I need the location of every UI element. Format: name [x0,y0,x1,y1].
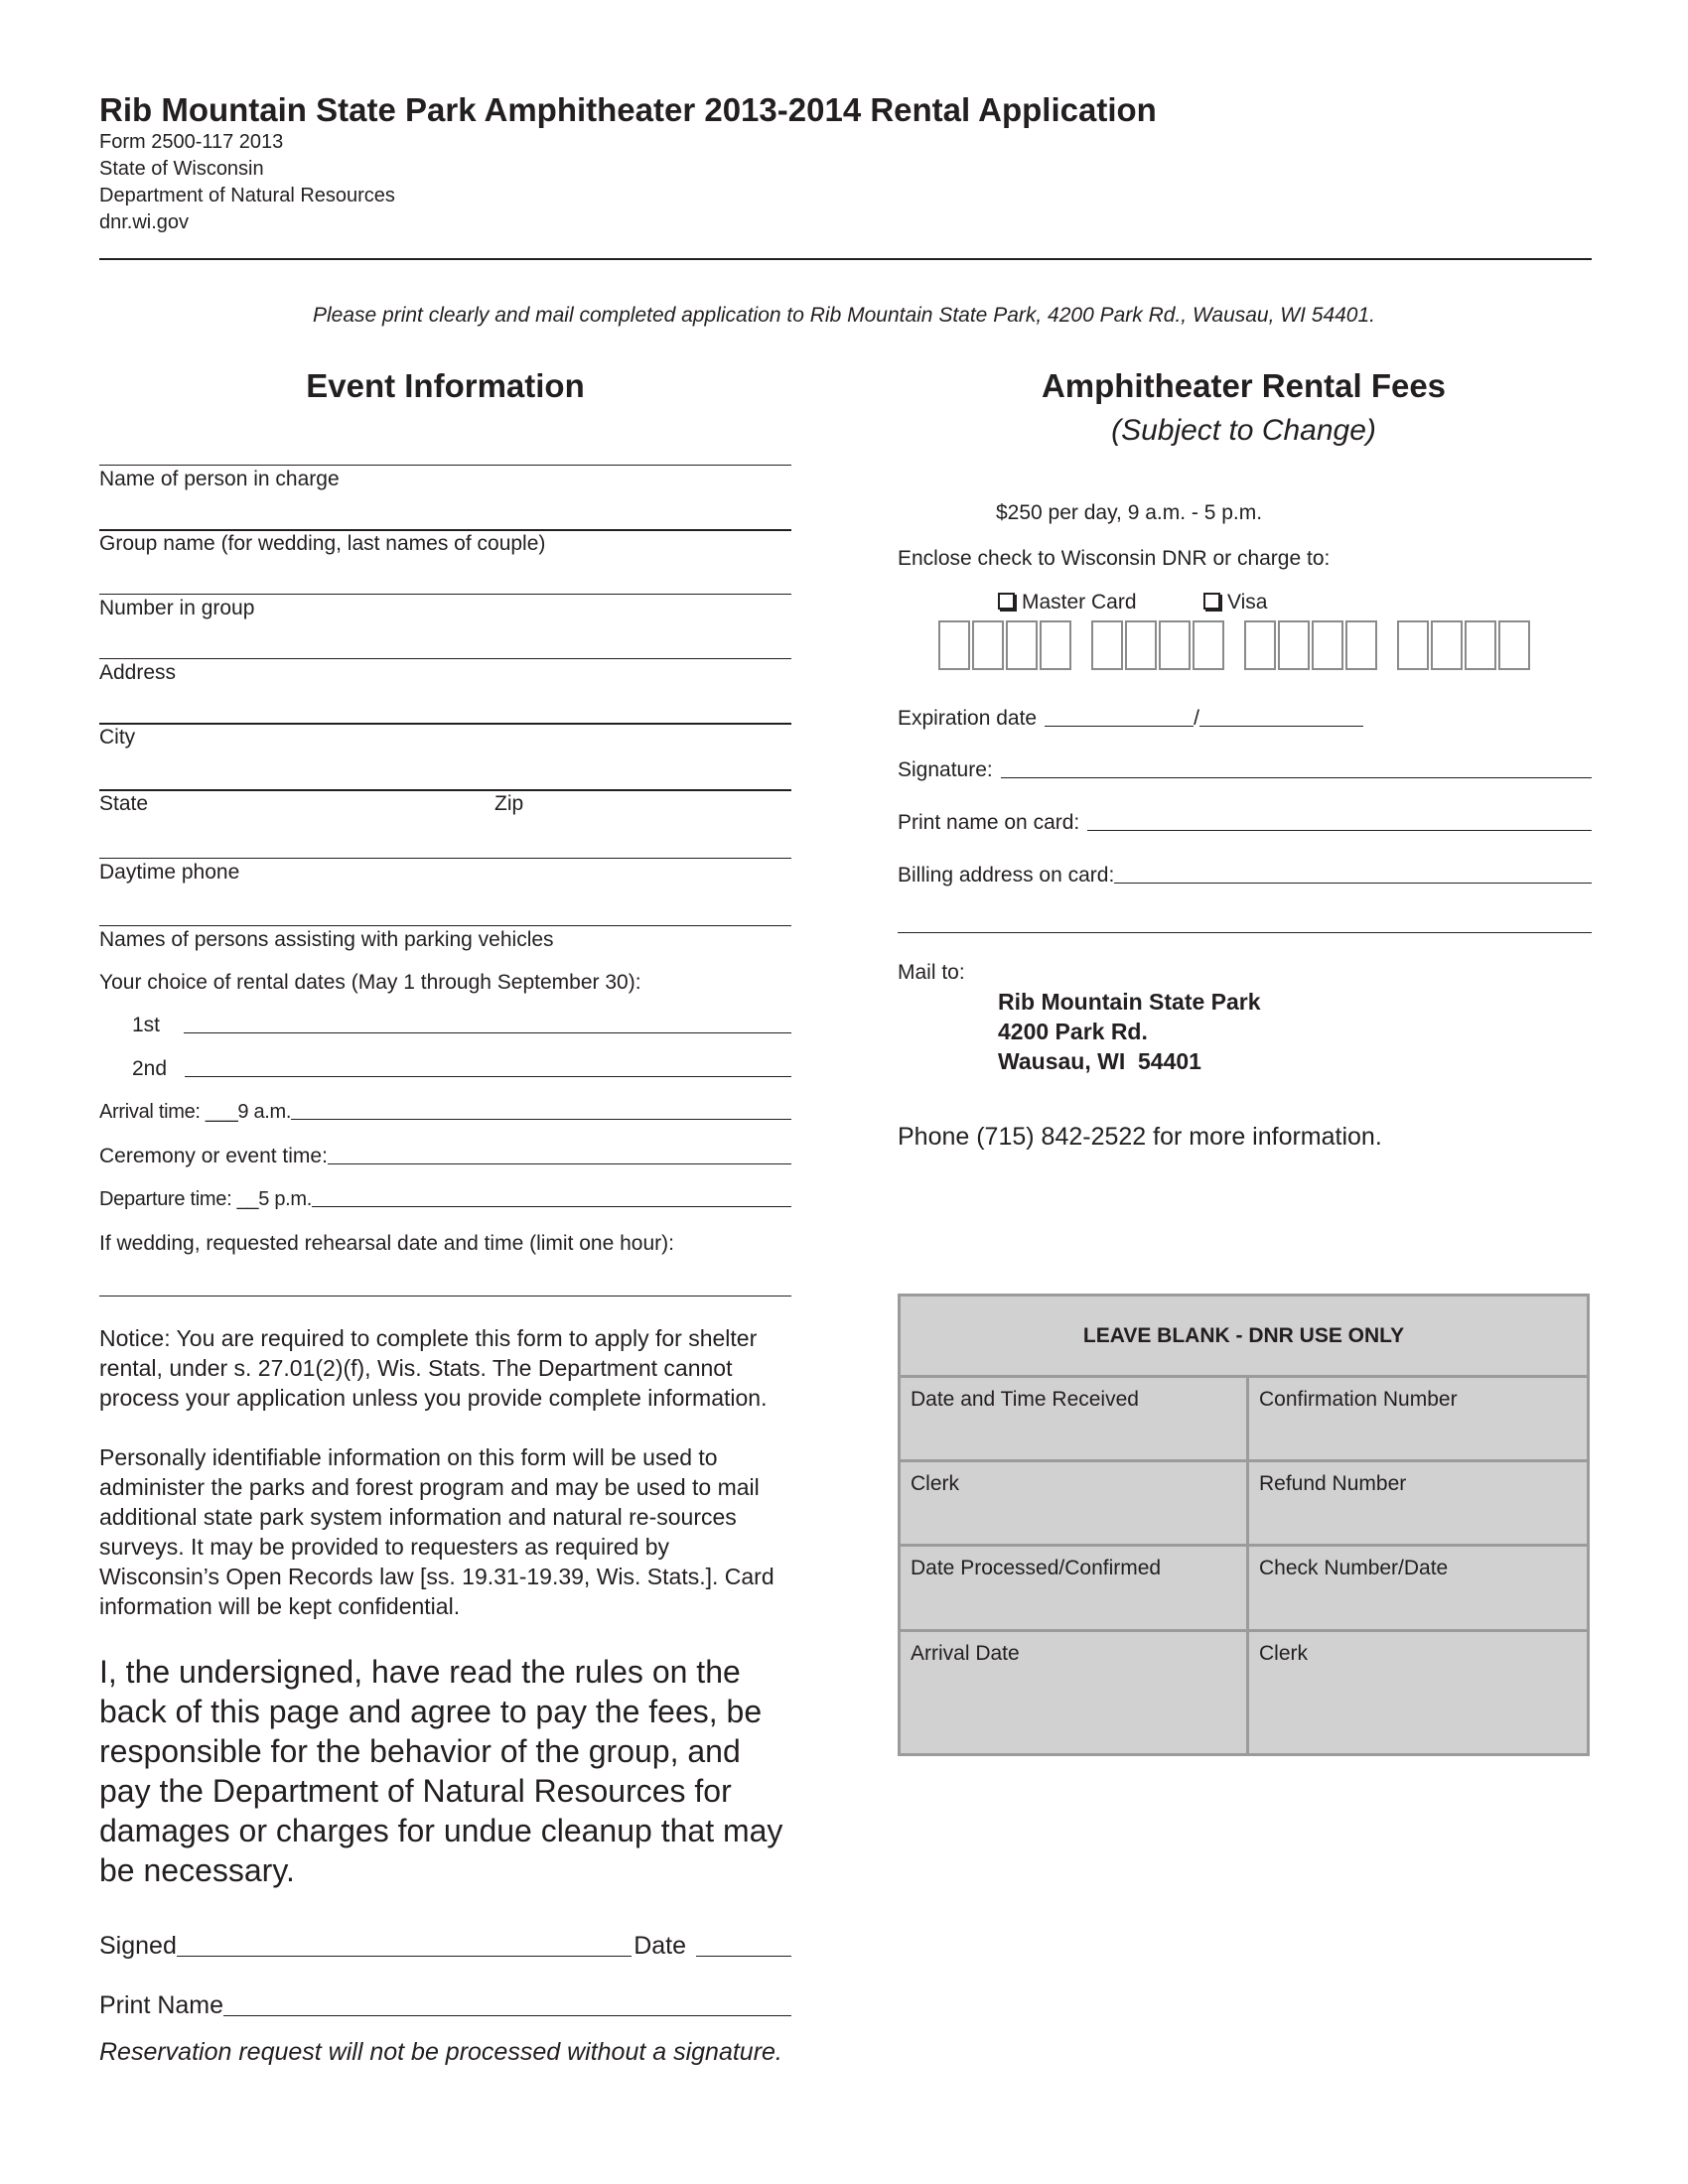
card-number-group [1397,620,1532,670]
card-number-group [1244,620,1379,670]
signature-warning: Reservation request will not be processed without a signature. [99,2038,782,2066]
mastercard-label: Master Card [1022,591,1137,614]
signature-row [99,1932,791,1961]
second-choice-label: 2nd [132,1057,168,1080]
card-digit-box[interactable] [972,620,1004,670]
card-number-group [938,620,1073,670]
visa-checkbox[interactable] [1203,593,1220,610]
mastercard-checkbox[interactable] [998,593,1015,610]
rehearsal-field[interactable] [99,1296,791,1297]
zip-label: Zip [494,792,524,815]
parking-assistants-label: Names of persons assisting with parking vehicles [99,928,554,951]
card-print-name-label: Print name on card: [898,811,1080,834]
card-digit-box[interactable] [1278,620,1310,670]
parking-assistants-field[interactable] [99,925,791,926]
state-zip-field[interactable] [99,789,791,791]
card-digit-box[interactable] [1040,620,1071,670]
expiration-month-field[interactable] [1045,725,1194,727]
rental-dates-label: Your choice of rental dates (May 1 through September 30): [99,971,641,994]
print-name-row [99,1991,791,2020]
card-signature-row [898,758,1592,782]
mastercard-option[interactable] [998,591,1137,614]
number-in-group-field[interactable] [99,594,791,595]
date-label: Date [633,1932,686,1960]
dnr-use-only-box [898,1294,1590,1756]
mail-address-line1: Rib Mountain State Park [998,989,1261,1015]
billing-address-row [898,864,1592,887]
arrival-time-label: Arrival time: ___9 a.m. [99,1101,292,1123]
signature-date-field[interactable] [696,1955,791,1957]
name-field[interactable] [99,465,791,466]
phone-info: Phone (715) 842-2522 for more information. [898,1123,1382,1151]
rehearsal-label: If wedding, requested rehearsal date and time (limit one hour): [99,1232,674,1255]
ceremony-time-field[interactable] [99,1145,791,1168]
card-digit-box[interactable] [1498,620,1530,670]
signature-field[interactable] [177,1955,632,1957]
form-number: Form 2500-117 2013 [99,131,284,153]
state-name: State of Wisconsin [99,158,264,180]
payment-instructions: Enclose check to Wisconsin DNR or charge to: [898,547,1331,570]
dnr-box-heading: LEAVE BLANK - DNR USE ONLY [901,1297,1587,1378]
dnr-date-time-received: Date and Time Received [911,1388,1139,1411]
card-print-name-row [898,811,1592,835]
arrival-time-field[interactable] [99,1101,791,1124]
dnr-check-number-date: Check Number/Date [1259,1557,1449,1579]
card-digit-box[interactable] [1193,620,1224,670]
mail-to-label: Mail to: [898,961,965,984]
rental-fees-heading: Amphitheater Rental Fees [1041,367,1447,404]
card-digit-box[interactable] [1006,620,1038,670]
card-digit-box[interactable] [938,620,970,670]
agreement-statement: I, the undersigned, have read the rules on the back of this page and agree to pay the fees, be responsible for the behavior of the group, and pay the Department of Natural Resources for damages or charges for undue cleanup that may be necessary. [99,1654,783,1888]
privacy-paragraph: Personally identifiable information on this form will be used to administer the parks and forest program and may be used to mail additional state park system information and natural re-sources surveys. It may be provided to requesters as required by Wisconsin’s Open Records law [ss. 19.31-19.39, Wis. Stats.]. Card information will be kept confidential. [99,1444,774,1619]
group-name-label: Group name (for wedding, last names of couple) [99,532,546,555]
dnr-clerk: Clerk [911,1472,960,1495]
address-label: Address [99,661,177,684]
group-name-field[interactable] [99,529,791,531]
billing-address-label: Billing address on card: [898,864,1115,887]
daily-rate: $250 per day, 9 a.m. - 5 p.m. [996,501,1263,524]
card-digit-box[interactable] [1312,620,1343,670]
dnr-arrival-clerk: Clerk [1259,1642,1309,1665]
dnr-confirmation-number: Confirmation Number [1259,1388,1458,1411]
first-choice-date-field[interactable] [132,1014,791,1037]
signed-label: Signed [99,1932,177,1960]
department-name: Department of Natural Resources [99,185,395,206]
card-number-field[interactable] [938,620,1532,670]
daytime-phone-label: Daytime phone [99,861,240,884]
first-choice-label: 1st [132,1014,161,1036]
second-choice-date-field[interactable] [132,1057,791,1081]
card-digit-box[interactable] [1345,620,1377,670]
name-label: Name of person in charge [99,468,340,490]
card-digit-box[interactable] [1431,620,1463,670]
card-digit-box[interactable] [1397,620,1429,670]
dnr-date-processed: Date Processed/Confirmed [911,1557,1162,1579]
card-digit-box[interactable] [1465,620,1496,670]
city-field[interactable] [99,723,791,725]
state-label: State [99,792,149,815]
departure-time-label: Departure time: __5 p.m. [99,1188,313,1210]
mail-address-line2: 4200 Park Rd. [998,1019,1148,1044]
print-name-field[interactable] [223,2014,791,2016]
visa-label: Visa [1227,591,1268,614]
expiration-year-field[interactable] [1199,725,1363,727]
expiration-date-row [898,707,1364,731]
event-information-heading: Event Information [306,367,585,404]
expiration-date-label: Expiration date [898,707,1038,730]
card-print-name-field[interactable] [1087,829,1592,831]
website: dnr.wi.gov [99,211,190,233]
card-digit-box[interactable] [1091,620,1123,670]
dnr-arrival-date: Arrival Date [911,1642,1020,1665]
card-digit-box[interactable] [1159,620,1191,670]
billing-address-field[interactable] [1114,882,1592,884]
number-in-group-label: Number in group [99,597,255,619]
expiration-separator: / [1194,707,1199,730]
ceremony-time-label: Ceremony or event time: [99,1145,328,1167]
billing-address-field-2[interactable] [898,932,1592,933]
visa-option[interactable] [1203,591,1267,614]
departure-time-field[interactable] [99,1188,791,1211]
card-digit-box[interactable] [1244,620,1276,670]
print-name-label: Print Name [99,1991,224,2019]
address-field[interactable] [99,658,791,659]
header-divider [99,258,1592,260]
card-number-group [1091,620,1226,670]
dnr-refund-number: Refund Number [1259,1472,1407,1495]
city-label: City [99,726,136,749]
card-signature-label: Signature: [898,758,993,781]
notice-paragraph: Notice: You are required to complete this form to apply for shelter rental, under s. 27.01(2)(f), Wis. Stats. The Department cannot process your application unless you provide complete information. [99,1325,768,1411]
mail-address-line3: Wausau, WI 54401 [998,1048,1201,1074]
card-signature-field[interactable] [1001,776,1592,778]
rental-fees-subheading: (Subject to Change) [1111,414,1376,447]
card-digit-box[interactable] [1125,620,1157,670]
mailing-instructions: Please print clearly and mail completed application to Rib Mountain State Park, 4200 Park Rd., Wausau, WI 54401. [312,304,1375,327]
form-title: Rib Mountain State Park Amphitheater 2013-2014 Rental Application [99,91,1157,128]
daytime-phone-field[interactable] [99,858,791,859]
